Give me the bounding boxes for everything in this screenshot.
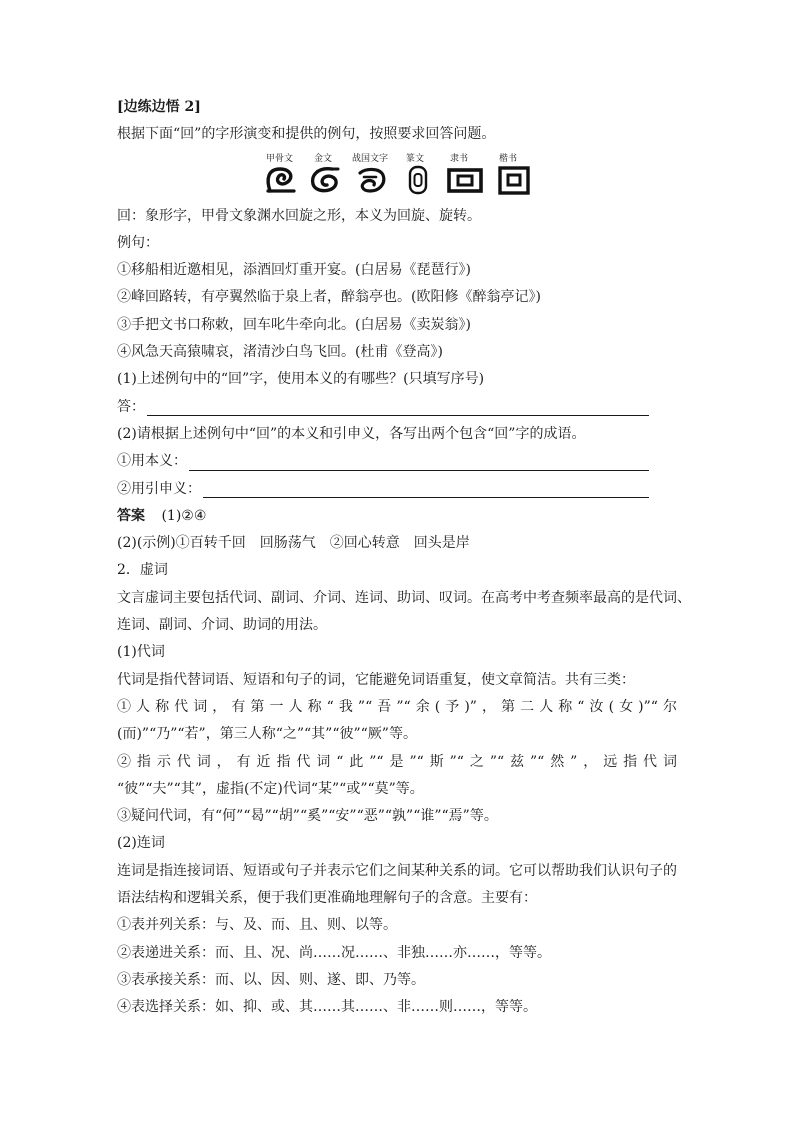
literal-meaning-answer-blank[interactable] [189,452,649,471]
question-1-answer-blank[interactable] [147,397,649,416]
paragraph-line: 连词是指连接词语、短语或句子并表示它们之间某种关系的词。它可以帮助我们认识句子的 [117,862,677,879]
question-2: (2)请根据上述例句中“回”的本义和引申义，各写出两个包含“回”字的成语。 [117,425,586,442]
paragraph-line: 代词是指代替词语、短语和句子的词，它能避免词语重复，使文章简洁。共有三类： [117,671,635,688]
paragraph-line: ②指示代词，有近指代词“此”“是”“斯”“之”“兹”“然”，远指代词 [117,753,677,770]
seal-glyph-icon [407,165,429,195]
clerical-glyph-icon [446,165,484,195]
bronze-glyph-icon [308,165,342,195]
answer-prefix: ①用本义： [117,453,187,470]
extended-meaning-answer-blank[interactable] [203,479,649,498]
question-2-answer-row-extended [117,476,677,503]
example-sentence: ②峰回路转，有亭翼然临于泉上者，醉翁亭也。(欧阳修《醉翁亭记》) [117,289,541,306]
answer-prefix: 答： [117,398,145,415]
list-item: ①表并列关系：与、及、而、且、则、以等。 [117,917,397,934]
question-1-answer-row [117,394,677,421]
subsection-heading-pronouns: (1)代词 [117,644,165,661]
list-item: ③表承接关系：而、以、因、则、遂、即、乃等。 [117,971,425,988]
paragraph-line: 语法结构和逻辑关系，便于我们更准确地理解句子的含意。主要有： [117,890,537,907]
list-item: ②表递进关系：而、且、况、尚……况……、非独……亦……，等等。 [117,944,551,961]
oracle-glyph-icon [264,165,298,195]
script-form-labels [262,151,552,165]
question-1: (1)上述例句中的“回”字，使用本义的有哪些？(只填写序号) [117,371,485,388]
definition: 回：象形字，甲骨文象渊水回旋之形，本义为回旋、旋转。 [117,207,481,224]
paragraph-line: ③疑问代词，有“何”“曷”“胡”“奚”“安”“恶”“孰”“谁”“焉”等。 [117,808,498,825]
example-sentence: ①移船相近邀相见，添酒回灯重开宴。(白居易《琵琶行》) [117,262,471,279]
examples-label: 例句： [117,234,159,251]
paragraph-line: ①人称代词，有第一人称“我”“吾”“余(予)”，第二人称“汝(女)”“尔 [117,698,677,715]
exercise-heading: [边练边悟 2] [117,99,201,115]
glyph-evolution-figure [117,151,677,199]
answer-prefix: ②用引申义： [117,480,201,497]
exercise-intro: 根据下面“回”的字形演变和提供的例句，按照要求回答问题。 [117,126,496,143]
question-2-answer-row-literal [117,448,677,475]
warring-states-glyph-icon [354,165,388,195]
list-item: ④表选择关系：如、抑、或、其……其……、非……则……，等等。 [117,999,537,1016]
script-label-bronze: 金文 [314,153,333,164]
section-heading: 2．虚词 [117,562,168,579]
answer-key-label: 答案 [117,507,145,524]
answer-key-part-2: (2)(示例)①百转千回 回肠荡气 ②回心转意 回头是岸 [117,535,470,552]
script-label-seal: 篆文 [406,153,425,164]
script-label-regular: 楷书 [499,153,518,164]
answer-key-part-1: (1)②④ [161,507,207,524]
script-label-oracle: 甲骨文 [266,153,294,164]
paragraph-line: 连词、副词、介词、助词的用法。 [117,617,327,634]
paragraph-line: 文言虚词主要包括代词、副词、介词、连词、助词、叹词。在高考中考查频率最高的是代词、 [117,589,691,606]
example-sentence: ④风急天高猿啸哀，渚清沙白鸟飞回。(杜甫《登高》) [117,344,443,361]
script-label-clerical: 隶书 [450,153,469,164]
regular-glyph-icon [496,165,532,195]
paragraph-line: “彼”“夫”“其”，虚指(不定)代词“某”“或”“莫”等。 [117,780,424,797]
document-page [117,94,691,1022]
answer-key-row [117,503,677,530]
script-label-warring-states: 战国文字 [352,153,389,164]
example-sentence: ③手把文书口称敕，回车叱牛牵向北。(白居易《卖炭翁》) [117,316,471,333]
glyph-row [262,165,552,197]
paragraph-line: (而)”“乃”“若”，第三人称“之”“其”“彼”“厥”等。 [117,726,417,743]
subsection-heading-conjunctions: (2)连词 [117,835,165,852]
